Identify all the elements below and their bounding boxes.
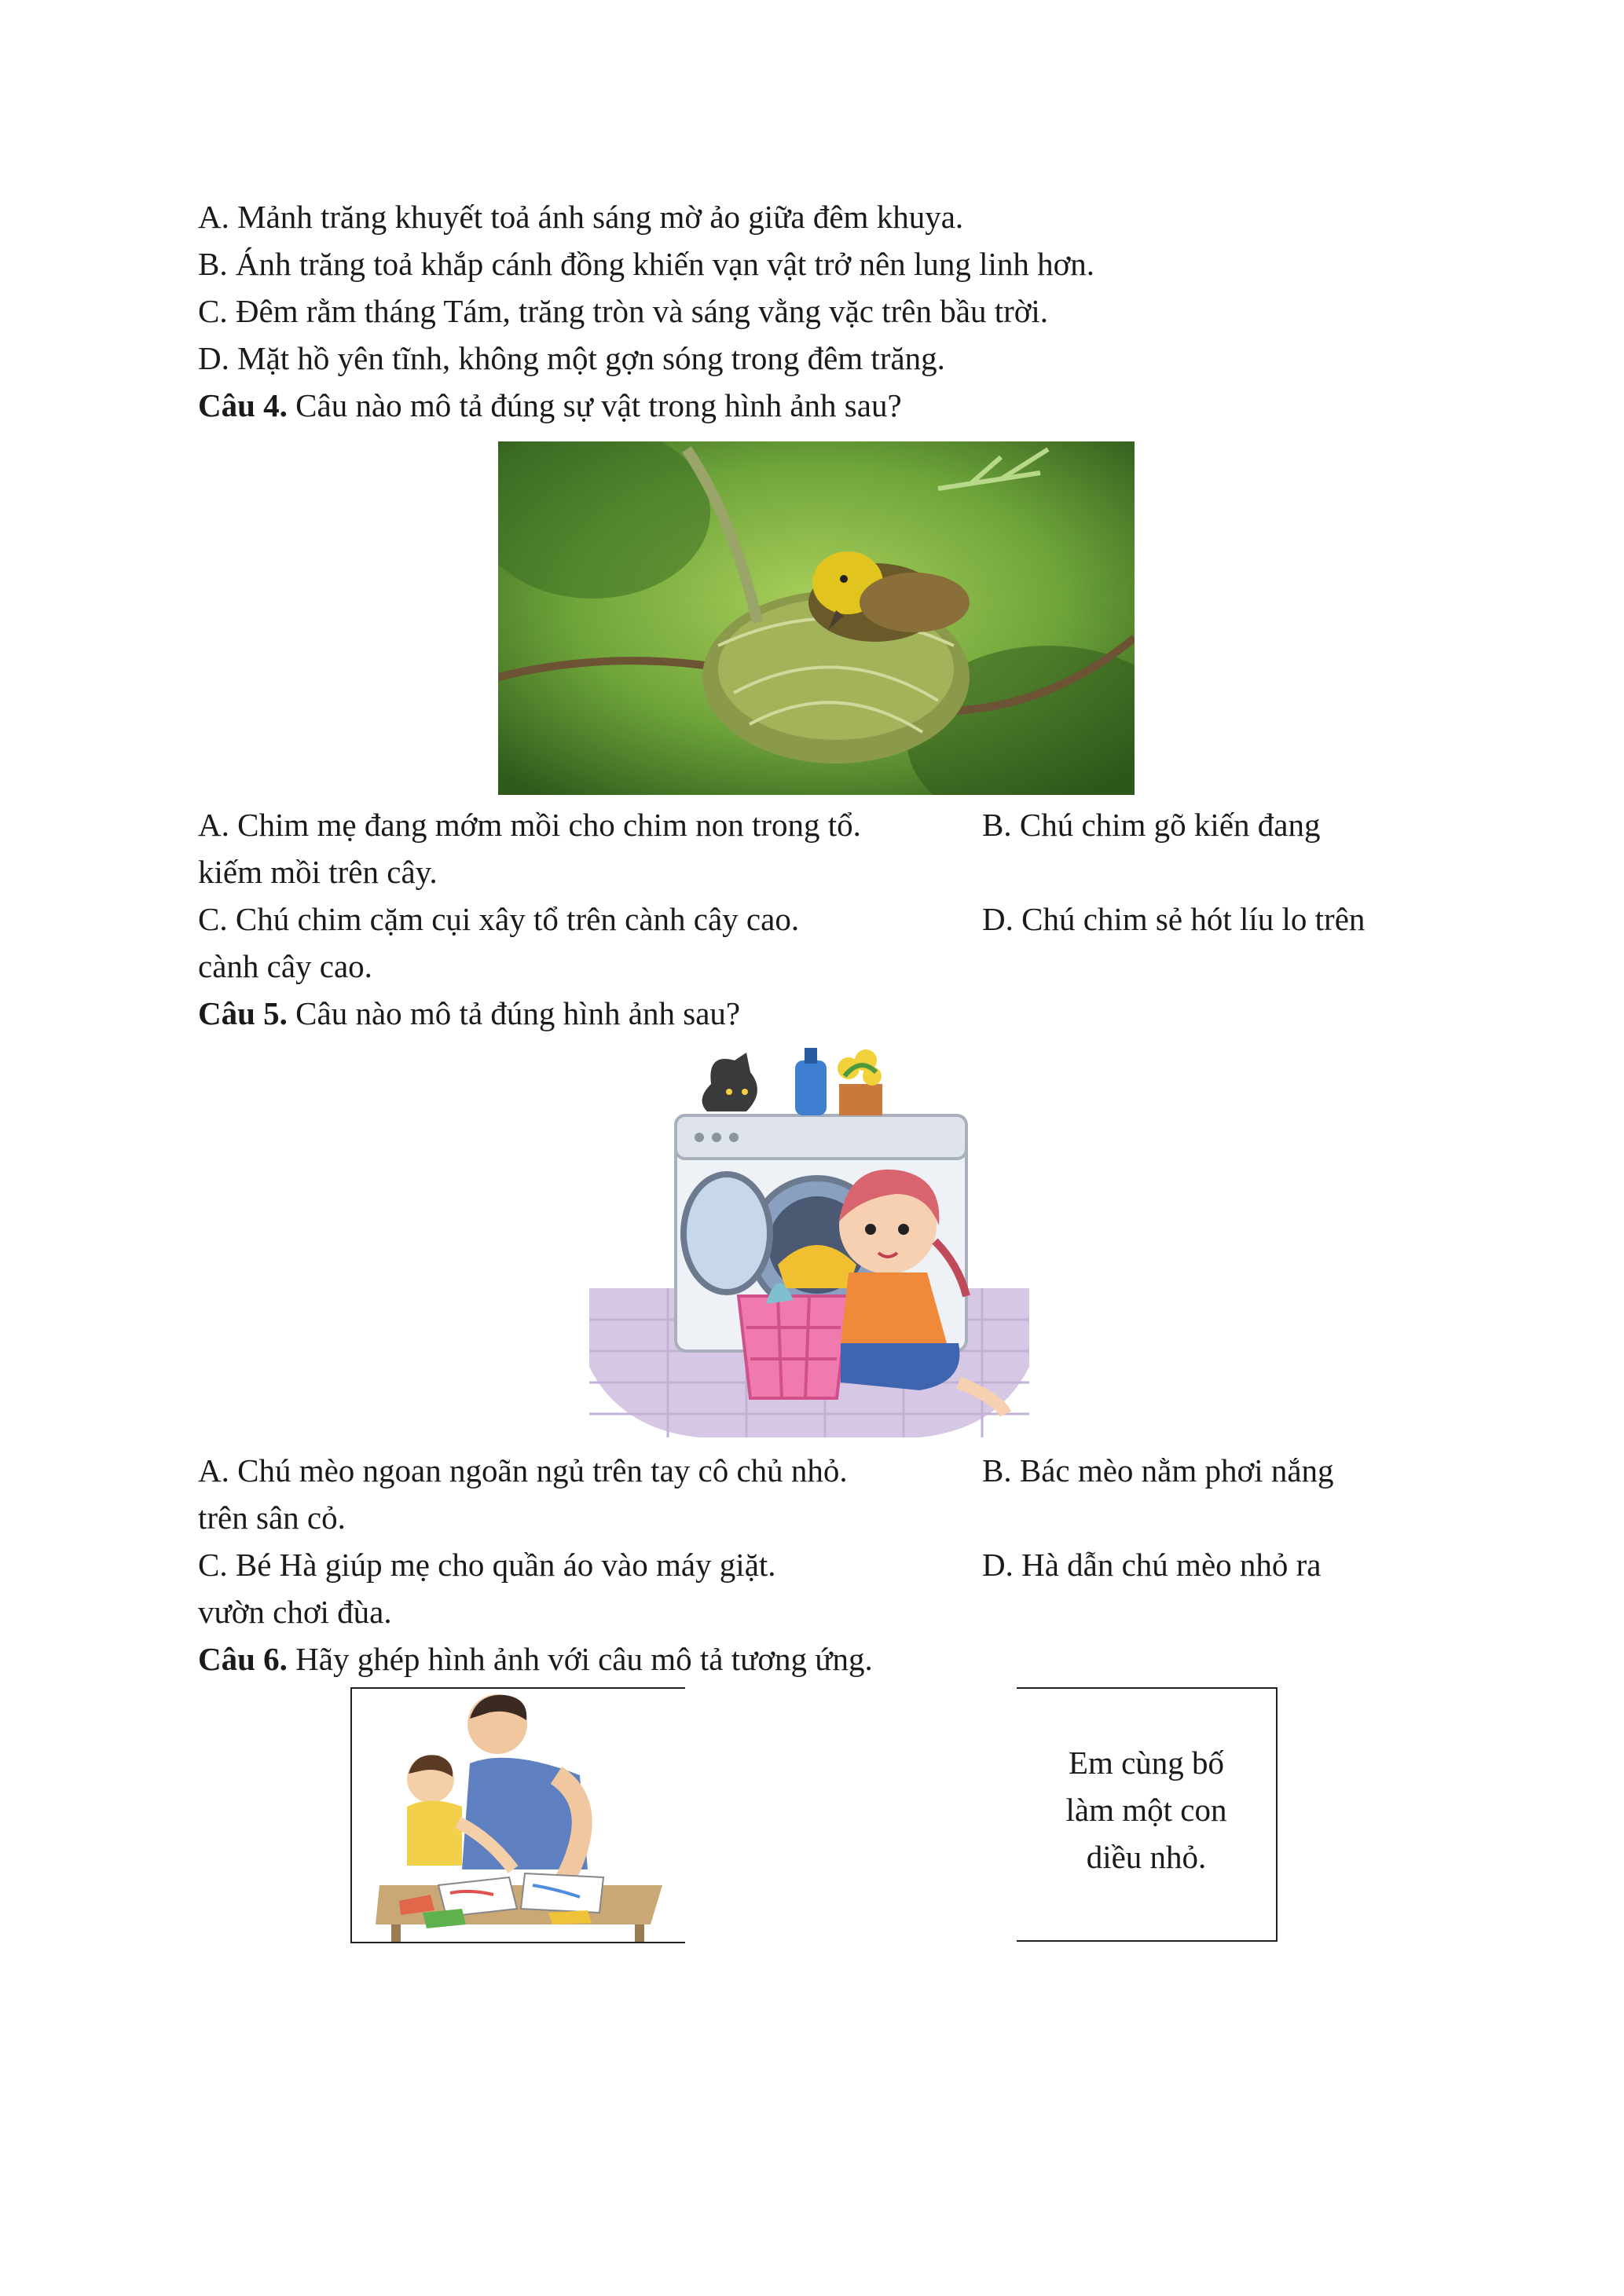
q5-option-c: C. Bé Hà giúp mẹ cho quần áo vào máy giặt. xyxy=(198,1547,776,1583)
q4-option-a: A. Chim mẹ đang mớm mồi cho chim non trong tổ. xyxy=(198,807,861,843)
matching-image-box xyxy=(350,1687,685,1943)
q4-text: Câu nào mô tả đúng sự vật trong hình ảnh sau? xyxy=(287,387,902,423)
description-line-3: diều nhỏ. xyxy=(1086,1839,1207,1875)
q4-option-b: B. Chú chim gõ kiến đang xyxy=(982,807,1321,843)
q4-option-d: D. Chú chim sẻ hót líu lo trên xyxy=(982,901,1366,937)
description-line-1: Em cùng bố xyxy=(1068,1745,1225,1781)
matching-description-box xyxy=(1017,1687,1278,1942)
q3-option-c: C. Đêm rằm tháng Tám, trăng tròn và sáng vằng vặc trên bầu trời. xyxy=(198,293,1049,329)
q6-heading xyxy=(198,1635,873,1683)
bird-nest-illustration xyxy=(498,441,1135,795)
q5-heading xyxy=(198,990,740,1037)
q3-option-b: B. Ánh trăng toả khắp cánh đồng khiến vạn vật trở nên lung linh hơn. xyxy=(198,246,1095,282)
girl-washing-machine-illustration xyxy=(589,1037,1029,1445)
q3-option-d: D. Mặt hồ yên tĩnh, không một gợn sóng trong đêm trăng. xyxy=(198,340,945,376)
q6-text: Hãy ghép hình ảnh với câu mô tả tương ứng. xyxy=(287,1641,873,1677)
description-line-2: làm một con xyxy=(1065,1792,1227,1828)
q5-option-b: B. Bác mèo nằm phơi nắng xyxy=(982,1452,1334,1489)
father-child-drawing-illustration xyxy=(352,1689,685,1942)
laundry-image xyxy=(589,1037,1029,1445)
q5-text: Câu nào mô tả đúng hình ảnh sau? xyxy=(287,995,741,1031)
q5-option-d: D. Hà dẫn chú mèo nhỏ ra xyxy=(982,1547,1322,1583)
q6-label: Câu 6. xyxy=(198,1641,288,1677)
q4-option-b-cont: kiếm mồi trên cây. xyxy=(198,854,438,890)
q5-label: Câu 5. xyxy=(198,995,288,1031)
q4-option-c: C. Chú chim cặm cụi xây tổ trên cành cây cao. xyxy=(198,901,800,937)
q5-option-a: A. Chú mèo ngoan ngoãn ngủ trên tay cô chủ nhỏ. xyxy=(198,1452,848,1489)
q4-label: Câu 4. xyxy=(198,387,288,423)
q5-option-d-cont: vườn chơi đùa. xyxy=(198,1594,392,1630)
bird-nest-image xyxy=(498,441,1135,795)
q5-option-b-cont: trên sân cỏ. xyxy=(198,1500,346,1536)
q3-option-a: A. Mảnh trăng khuyết toả ánh sáng mờ ảo giữa đêm khuya. xyxy=(198,199,964,235)
q4-heading xyxy=(198,382,902,429)
q4-option-d-cont: cành cây cao. xyxy=(198,948,372,984)
